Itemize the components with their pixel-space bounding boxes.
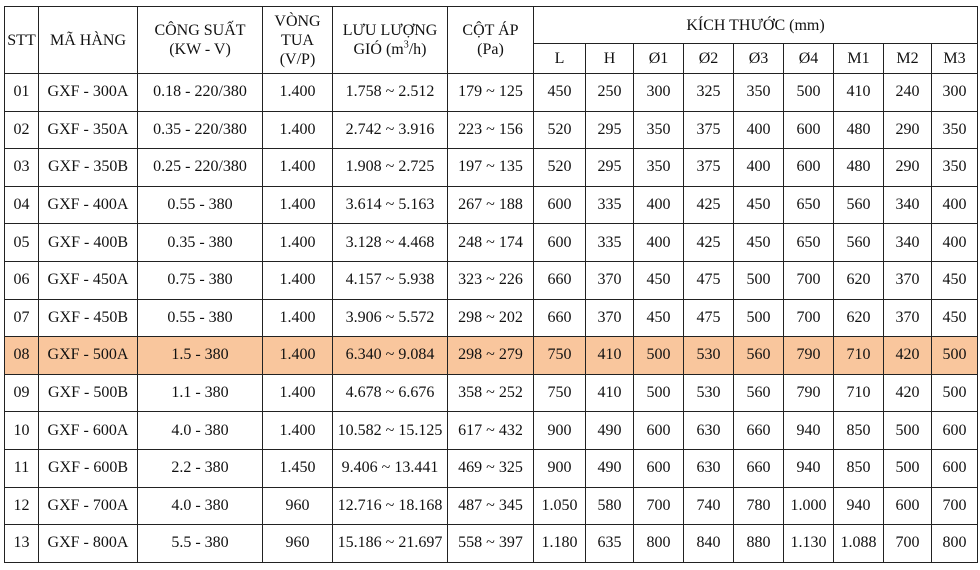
cell-o4: 790 (784, 374, 834, 412)
cell-vong-tua: 1.400 (263, 149, 333, 187)
cell-m1: 710 (834, 337, 884, 375)
cell-o4: 1.130 (784, 525, 834, 563)
cell-m3: 500 (932, 337, 978, 375)
vong-tua-line2: TUA (281, 31, 314, 49)
cell-o2: 325 (684, 74, 734, 112)
cell-l: 520 (534, 111, 586, 149)
cot-ap-line1: CỘT ÁP (462, 22, 519, 39)
cell-o2: 530 (684, 374, 734, 412)
cell-m1: 1.088 (834, 525, 884, 563)
cell-o2: 425 (684, 186, 734, 224)
cell-h: 295 (586, 149, 634, 187)
cell-m2: 420 (884, 374, 932, 412)
cell-m2: 240 (884, 74, 932, 112)
cell-o3: 400 (734, 149, 784, 187)
table-row (5, 487, 978, 525)
col-header-luu-luong (333, 7, 448, 74)
luu-luong-line1: LƯU LƯỢNG (342, 22, 438, 39)
cell-o1: 500 (634, 374, 684, 412)
cell-m1: 480 (834, 111, 884, 149)
dim-header: M1 (834, 44, 884, 74)
cell-o3: 560 (734, 337, 784, 375)
cell-o1: 600 (634, 449, 684, 487)
cell-luu-luong: 3.906 ~ 5.572 (333, 299, 448, 337)
cell-o4: 700 (784, 299, 834, 337)
cell-o1: 400 (634, 186, 684, 224)
cell-stt: 12 (5, 487, 39, 525)
cell-h: 580 (586, 487, 634, 525)
cell-l: 450 (534, 74, 586, 112)
cell-luu-luong: 3.128 ~ 4.468 (333, 224, 448, 262)
cell-m1: 620 (834, 261, 884, 299)
cell-cot-ap: 558 ~ 397 (448, 525, 534, 563)
cell-vong-tua: 960 (263, 525, 333, 563)
table-row (5, 449, 978, 487)
cell-stt: 10 (5, 412, 39, 450)
col-header-kich-thuoc: KÍCH THƯỚC (mm) (534, 7, 978, 44)
cell-h: 635 (586, 525, 634, 563)
cell-l: 660 (534, 261, 586, 299)
cell-o1: 700 (634, 487, 684, 525)
cell-ma-hang: GXF - 700A (39, 487, 138, 525)
cell-cong-suat: 5.5 - 380 (138, 525, 263, 563)
cell-ma-hang: GXF - 450B (39, 299, 138, 337)
cell-m3: 350 (932, 111, 978, 149)
cell-stt: 01 (5, 74, 39, 112)
dim-header: M2 (884, 44, 932, 74)
dim-header: Ø1 (634, 44, 684, 74)
cell-cot-ap: 487 ~ 345 (448, 487, 534, 525)
cell-cot-ap: 298 ~ 202 (448, 299, 534, 337)
cell-o1: 500 (634, 337, 684, 375)
cell-ma-hang: GXF - 400B (39, 224, 138, 262)
cell-l: 1.050 (534, 487, 586, 525)
cell-o1: 450 (634, 261, 684, 299)
cell-cong-suat: 0.75 - 380 (138, 261, 263, 299)
cell-m1: 410 (834, 74, 884, 112)
cell-m3: 600 (932, 449, 978, 487)
cell-o2: 630 (684, 449, 734, 487)
cell-cong-suat: 0.35 - 380 (138, 224, 263, 262)
table-body (5, 74, 978, 563)
cell-o3: 560 (734, 374, 784, 412)
table-row (5, 111, 978, 149)
cell-m2: 500 (884, 449, 932, 487)
cot-ap-line2: (Pa) (477, 41, 504, 58)
cell-cot-ap: 197 ~ 135 (448, 149, 534, 187)
cell-ma-hang: GXF - 400A (39, 186, 138, 224)
cell-stt: 11 (5, 449, 39, 487)
cell-cot-ap: 323 ~ 226 (448, 261, 534, 299)
cell-m2: 340 (884, 224, 932, 262)
cell-cong-suat: 0.55 - 380 (138, 299, 263, 337)
cell-m1: 620 (834, 299, 884, 337)
cell-m3: 400 (932, 224, 978, 262)
cell-o3: 450 (734, 224, 784, 262)
cell-o4: 650 (784, 186, 834, 224)
col-header-cong-suat (138, 7, 263, 74)
cell-cong-suat: 0.35 - 220/380 (138, 111, 263, 149)
cell-o3: 500 (734, 261, 784, 299)
cell-o3: 660 (734, 412, 784, 450)
cell-cong-suat: 2.2 - 380 (138, 449, 263, 487)
cell-o2: 630 (684, 412, 734, 450)
cell-luu-luong: 3.614 ~ 5.163 (333, 186, 448, 224)
cell-m3: 450 (932, 299, 978, 337)
col-header-vong-tua (263, 7, 333, 74)
cell-m3: 300 (932, 74, 978, 112)
cell-m1: 560 (834, 186, 884, 224)
table-row (5, 299, 978, 337)
cell-cong-suat: 4.0 - 380 (138, 412, 263, 450)
cell-ma-hang: GXF - 300A (39, 74, 138, 112)
cell-h: 410 (586, 337, 634, 375)
cell-m3: 400 (932, 186, 978, 224)
cell-ma-hang: GXF - 450A (39, 261, 138, 299)
cell-h: 370 (586, 299, 634, 337)
cell-m2: 420 (884, 337, 932, 375)
vong-tua-line3: (V/P) (279, 50, 316, 68)
cell-luu-luong: 4.678 ~ 6.676 (333, 374, 448, 412)
cell-o1: 350 (634, 149, 684, 187)
cell-m1: 850 (834, 412, 884, 450)
cell-cot-ap: 248 ~ 174 (448, 224, 534, 262)
cell-cot-ap: 469 ~ 325 (448, 449, 534, 487)
cell-m3: 500 (932, 374, 978, 412)
cell-m2: 600 (884, 487, 932, 525)
cell-o1: 450 (634, 299, 684, 337)
cell-cot-ap: 617 ~ 432 (448, 412, 534, 450)
cell-l: 1.180 (534, 525, 586, 563)
cell-o4: 940 (784, 412, 834, 450)
cell-l: 750 (534, 337, 586, 375)
cell-o4: 650 (784, 224, 834, 262)
cell-o3: 450 (734, 186, 784, 224)
cell-cong-suat: 0.18 - 220/380 (138, 74, 263, 112)
cell-l: 600 (534, 224, 586, 262)
cell-stt: 09 (5, 374, 39, 412)
cell-vong-tua: 1.400 (263, 261, 333, 299)
table-row (5, 149, 978, 187)
cell-o3: 780 (734, 487, 784, 525)
luu-luong-line2: GIÓ (m (353, 41, 404, 58)
luu-luong-unit-end: /h) (408, 41, 427, 58)
cell-o2: 375 (684, 149, 734, 187)
cell-ma-hang: GXF - 800A (39, 525, 138, 563)
cell-l: 600 (534, 186, 586, 224)
cell-h: 490 (586, 449, 634, 487)
cell-l: 750 (534, 374, 586, 412)
cell-o2: 375 (684, 111, 734, 149)
table-row (5, 261, 978, 299)
cell-cot-ap: 298 ~ 279 (448, 337, 534, 375)
cell-o4: 940 (784, 449, 834, 487)
cell-stt: 02 (5, 111, 39, 149)
cell-vong-tua: 1.400 (263, 412, 333, 450)
cell-luu-luong: 10.582 ~ 15.125 (333, 412, 448, 450)
cell-m1: 940 (834, 487, 884, 525)
cell-o3: 660 (734, 449, 784, 487)
cell-l: 660 (534, 299, 586, 337)
cell-vong-tua: 1.400 (263, 186, 333, 224)
cell-o2: 475 (684, 261, 734, 299)
dim-header: Ø4 (784, 44, 834, 74)
cell-o1: 350 (634, 111, 684, 149)
cell-stt: 13 (5, 525, 39, 563)
cell-l: 900 (534, 449, 586, 487)
cell-o3: 400 (734, 111, 784, 149)
cell-m2: 370 (884, 261, 932, 299)
cell-stt: 03 (5, 149, 39, 187)
cell-m2: 500 (884, 412, 932, 450)
cell-o1: 800 (634, 525, 684, 563)
cell-stt: 06 (5, 261, 39, 299)
cell-h: 490 (586, 412, 634, 450)
cell-luu-luong: 2.742 ~ 3.916 (333, 111, 448, 149)
cell-o1: 600 (634, 412, 684, 450)
cell-m2: 340 (884, 186, 932, 224)
cell-stt: 08 (5, 337, 39, 375)
cell-o2: 425 (684, 224, 734, 262)
cell-cong-suat: 0.25 - 220/380 (138, 149, 263, 187)
cell-m1: 560 (834, 224, 884, 262)
cell-o1: 300 (634, 74, 684, 112)
cell-vong-tua: 1.400 (263, 337, 333, 375)
cell-cong-suat: 1.5 - 380 (138, 337, 263, 375)
cell-ma-hang: GXF - 500A (39, 337, 138, 375)
cell-o3: 880 (734, 525, 784, 563)
cong-suat-line2: (KW - V) (169, 41, 231, 58)
cell-o4: 500 (784, 74, 834, 112)
cell-o3: 500 (734, 299, 784, 337)
cell-luu-luong: 1.908 ~ 2.725 (333, 149, 448, 187)
header-row-top (5, 7, 978, 44)
cell-h: 335 (586, 224, 634, 262)
cell-o4: 1.000 (784, 487, 834, 525)
cell-cot-ap: 179 ~ 125 (448, 74, 534, 112)
cell-vong-tua: 1.400 (263, 224, 333, 262)
cell-o3: 350 (734, 74, 784, 112)
cell-m2: 290 (884, 149, 932, 187)
cell-vong-tua: 1.400 (263, 299, 333, 337)
cell-luu-luong: 6.340 ~ 9.084 (333, 337, 448, 375)
cell-ma-hang: GXF - 350A (39, 111, 138, 149)
col-header-ma-hang: MÃ HÀNG (39, 7, 138, 74)
cell-ma-hang: GXF - 600B (39, 449, 138, 487)
cell-ma-hang: GXF - 600A (39, 412, 138, 450)
cell-luu-luong: 9.406 ~ 13.441 (333, 449, 448, 487)
table-row (5, 74, 978, 112)
cell-m3: 350 (932, 149, 978, 187)
cell-h: 370 (586, 261, 634, 299)
cell-m2: 290 (884, 111, 932, 149)
cell-vong-tua: 1.400 (263, 374, 333, 412)
table-row (5, 186, 978, 224)
cell-stt: 07 (5, 299, 39, 337)
cell-m3: 450 (932, 261, 978, 299)
cell-o4: 700 (784, 261, 834, 299)
cell-cong-suat: 1.1 - 380 (138, 374, 263, 412)
cell-o4: 600 (784, 149, 834, 187)
cell-ma-hang: GXF - 500B (39, 374, 138, 412)
cell-ma-hang: GXF - 350B (39, 149, 138, 187)
cell-stt: 04 (5, 186, 39, 224)
cell-h: 335 (586, 186, 634, 224)
cell-l: 900 (534, 412, 586, 450)
cell-vong-tua: 1.400 (263, 111, 333, 149)
table-row (5, 337, 978, 375)
table-row (5, 412, 978, 450)
cell-m2: 370 (884, 299, 932, 337)
cell-o1: 400 (634, 224, 684, 262)
luu-luong-superscript: 3 (403, 39, 409, 51)
cell-cot-ap: 223 ~ 156 (448, 111, 534, 149)
cell-cong-suat: 4.0 - 380 (138, 487, 263, 525)
dim-header: M3 (932, 44, 978, 74)
cell-o2: 530 (684, 337, 734, 375)
cell-o2: 475 (684, 299, 734, 337)
cell-o4: 790 (784, 337, 834, 375)
col-header-cot-ap (448, 7, 534, 74)
cell-luu-luong: 12.716 ~ 18.168 (333, 487, 448, 525)
cell-o4: 600 (784, 111, 834, 149)
cell-m1: 850 (834, 449, 884, 487)
fan-spec-table (4, 6, 978, 563)
cell-luu-luong: 1.758 ~ 2.512 (333, 74, 448, 112)
cell-cong-suat: 0.55 - 380 (138, 186, 263, 224)
cell-cot-ap: 358 ~ 252 (448, 374, 534, 412)
cell-o2: 840 (684, 525, 734, 563)
dim-header: Ø2 (684, 44, 734, 74)
cell-stt: 05 (5, 224, 39, 262)
cell-h: 250 (586, 74, 634, 112)
cell-m1: 480 (834, 149, 884, 187)
table-row (5, 224, 978, 262)
dim-header: Ø3 (734, 44, 784, 74)
cell-vong-tua: 1.400 (263, 74, 333, 112)
cell-vong-tua: 960 (263, 487, 333, 525)
cell-m3: 700 (932, 487, 978, 525)
cell-cot-ap: 267 ~ 188 (448, 186, 534, 224)
cell-m2: 700 (884, 525, 932, 563)
cell-luu-luong: 4.157 ~ 5.938 (333, 261, 448, 299)
cell-l: 520 (534, 149, 586, 187)
cell-h: 410 (586, 374, 634, 412)
cell-vong-tua: 1.450 (263, 449, 333, 487)
cell-o2: 740 (684, 487, 734, 525)
col-header-stt: STT (5, 7, 39, 74)
cell-m1: 710 (834, 374, 884, 412)
table-row (5, 525, 978, 563)
dim-header: H (586, 44, 634, 74)
cell-m3: 600 (932, 412, 978, 450)
cell-h: 295 (586, 111, 634, 149)
vong-tua-line1: VÒNG (274, 12, 321, 30)
table-row (5, 374, 978, 412)
cell-m3: 800 (932, 525, 978, 563)
cong-suat-line1: CÔNG SUẤT (154, 22, 246, 39)
cell-luu-luong: 15.186 ~ 21.697 (333, 525, 448, 563)
dim-header: L (534, 44, 586, 74)
